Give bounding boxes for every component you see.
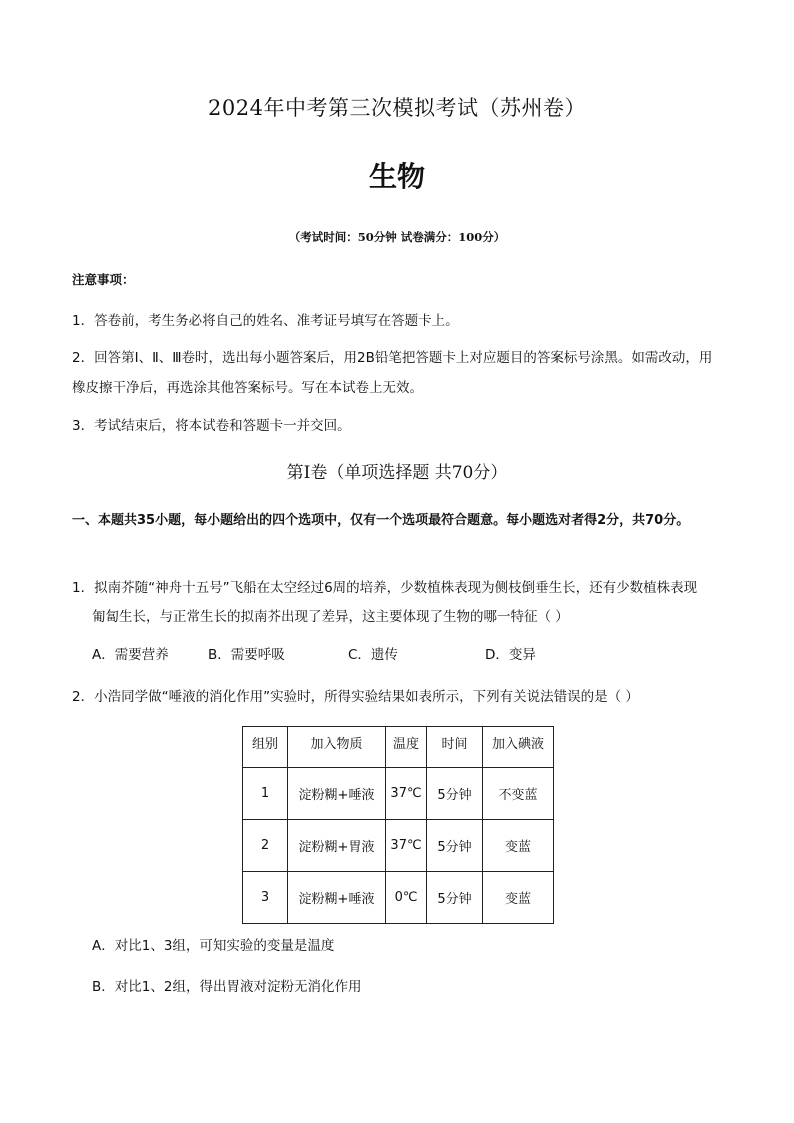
notice-item-1: 1．答卷前，考生务必将自己的姓名、准考证号填写在答题卡上。 (72, 313, 459, 329)
table-cell: 5分钟 (427, 872, 483, 924)
table-cell: 不变蓝 (483, 768, 554, 820)
experiment-table (242, 726, 554, 924)
table-cell: 淀粉糊+唾液 (288, 768, 386, 820)
table-cell: 3 (243, 872, 288, 924)
table-header-cell: 时间 (427, 727, 483, 768)
question-1-stem-line2: 匍匐生长，与正常生长的拟南芥出现了差异，这主要体现了生物的哪一特征（ ） (92, 609, 569, 625)
table-cell: 37℃ (386, 820, 427, 872)
table-cell: 37℃ (386, 768, 427, 820)
notice-item-3: 3．考试结束后，将本试卷和答题卡一并交回。 (72, 418, 351, 434)
notice-title: 注意事项： (72, 272, 135, 287)
question-1-option-a: A．需要营养 (92, 647, 169, 663)
table-cell: 1 (243, 768, 288, 820)
subject-title: 生物 (368, 160, 425, 193)
table-header-cell: 组别 (243, 727, 288, 768)
notice-item-2: 2．回答第Ⅰ、Ⅱ、Ⅲ卷时，选出每小题答案后，用2B铅笔把答题卡上对应题目的答案标号涂黑。如需改动，用橡皮擦干净后，再选涂其他答案标号。写在本试卷上无效。 (72, 350, 713, 396)
question-2-option-a: A．对比1、3组，可知实验的变量是温度 (92, 938, 335, 954)
exam-info: （考试时间：50分钟 试卷满分：100分） (288, 230, 506, 244)
question-1-stem-line1: 1．拟南芥随“神舟十五号”飞船在太空经过6周的培养，少数植株表现为侧枝倒垂生长，还有少数植株表现 (72, 580, 698, 596)
table-header-cell: 加入物质 (288, 727, 386, 768)
table-row (243, 820, 554, 872)
table-cell: 变蓝 (483, 872, 554, 924)
table-cell: 淀粉糊+胃液 (288, 820, 386, 872)
table-cell: 变蓝 (483, 820, 554, 872)
question-2-stem: 2．小浩同学做“唾液的消化作用”实验时，所得实验结果如表所示，下列有关说法错误的是（ ） (72, 689, 639, 705)
table-cell: 5分钟 (427, 820, 483, 872)
table-row (243, 872, 554, 924)
question-2-option-b: B．对比1、2组，得出胃液对淀粉无消化作用 (92, 979, 362, 995)
question-1-option-b: B．需要呼吸 (208, 647, 285, 663)
table-header-cell: 温度 (386, 727, 427, 768)
question-1-option-c: C．遗传 (348, 647, 398, 663)
section-title: 第Ⅰ卷（单项选择题 共70分） (286, 463, 508, 483)
table-header-row (243, 727, 554, 768)
table-cell: 5分钟 (427, 768, 483, 820)
table-cell: 2 (243, 820, 288, 872)
exam-title: 2024年中考第三次模拟考试（苏州卷） (208, 96, 586, 120)
table-cell: 0℃ (386, 872, 427, 924)
table-cell: 淀粉糊+唾液 (288, 872, 386, 924)
question-1-option-d: D．变异 (485, 647, 536, 663)
question-1 (72, 574, 726, 632)
table-header-cell: 加入碘液 (483, 727, 554, 768)
table-row (243, 768, 554, 820)
part-intro: 一、本题共35小题，每小题给出的四个选项中，仅有一个选项最符合题意。每小题选对者得2分，共70分。 (72, 513, 690, 528)
